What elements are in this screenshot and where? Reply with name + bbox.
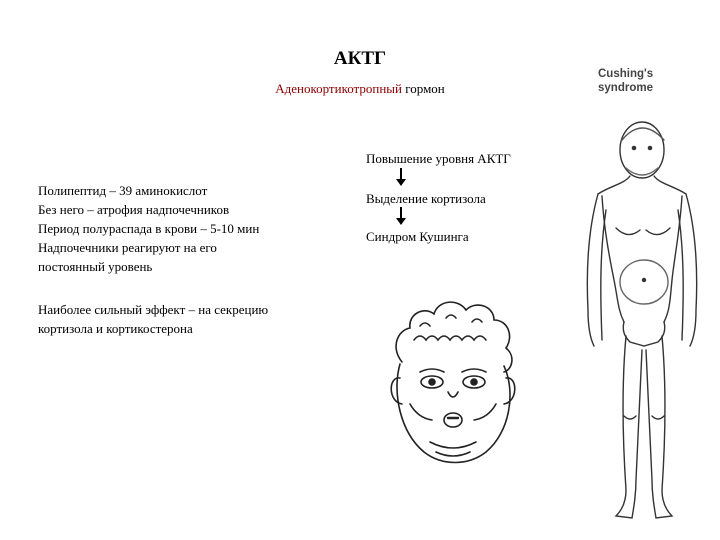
effect-line: Наиболее сильный эффект – на секрецию bbox=[38, 302, 269, 317]
fact-line: Период полураспада в крови – 5-10 мин bbox=[38, 221, 260, 236]
subtitle-highlight: Аденокортикотропный bbox=[275, 81, 403, 96]
chain-step-2: Выделение кортизола bbox=[366, 191, 486, 206]
figure-label bbox=[598, 67, 678, 95]
chain-step-3: Синдром Кушинга bbox=[366, 229, 469, 244]
chain-step-1: Повышение уровня АКТГ bbox=[366, 151, 511, 166]
effect-note bbox=[38, 300, 348, 338]
fact-line: Полипептид – 39 аминокислот bbox=[38, 183, 208, 198]
down-arrow-icon bbox=[400, 168, 402, 180]
effect-line: кортизола и кортикостерона bbox=[38, 321, 193, 336]
fact-line: Надпочечники реагируют на его bbox=[38, 240, 217, 255]
facts-list bbox=[38, 181, 338, 276]
fact-line: постоянный уровень bbox=[38, 259, 153, 274]
fact-line: Без него – атрофия надпочечников bbox=[38, 202, 230, 217]
child-face-illustration bbox=[380, 292, 525, 472]
slide-title: АКТГ bbox=[333, 48, 387, 69]
cushing-figure-illustration bbox=[574, 110, 720, 530]
down-arrow-icon bbox=[400, 207, 402, 219]
figure-label-line: Cushing's bbox=[598, 68, 654, 80]
figure-label-line: syndrome bbox=[598, 82, 653, 94]
subtitle-rest: гормон bbox=[402, 81, 445, 96]
